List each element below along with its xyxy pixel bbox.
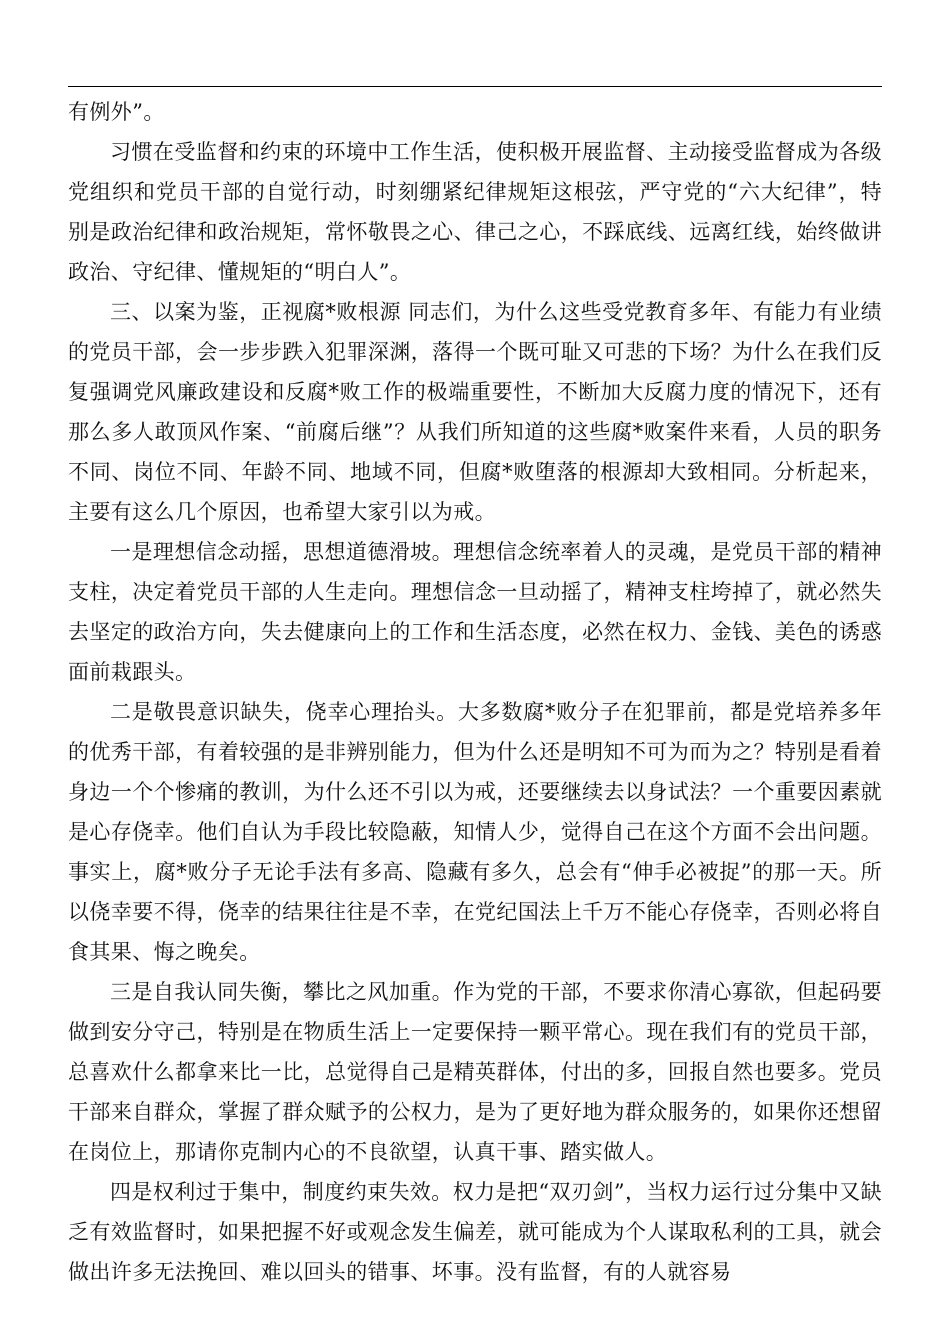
header-rule [68,86,882,87]
paragraph-discipline: 习惯在受监督和约束的环境中工作生活，使积极开展监督、主动接受监督成为各级党组织和党员干部的自觉行动，时刻绷紧纪律规矩这根弦，严守党的“六大纪律”，特别是政治纪律和政治规矩，常怀敬畏之心、律己之心，不踩底线、远离红线，始终做讲政治、守纪律、懂规矩的“明白人”。 [68,140,882,284]
paragraph-continuation: 有例外”。 [68,100,165,124]
paragraph-reason-two: 二是敬畏意识缺失，侥幸心理抬头。大多数腐*败分子在犯罪前，都是党培养多年的优秀干部，有着较强的是非辨别能力，但为什么还是明知不可为而为之？特别是看着身边一个个惨痛的教训，为什么还不引以为戒，还要继续去以身试法？一个重要因素就是心存侥幸。他们自认为手段比较隐蔽，知情人少，觉得自己在这个方面不会出问题。事实上，腐*败分子无论手法有多高、隐藏有多久，总会有“伸手必被捉”的那一天。所以侥幸要不得，侥幸的结果往往是不幸，在党纪国法上千万不能心存侥幸，否则必将自食其果、悔之晚矣。 [68,700,882,964]
paragraph-reason-one: 一是理想信念动摇，思想道德滑坡。理想信念统率着人的灵魂，是党员干部的精神支柱，决定着党员干部的人生走向。理想信念一旦动摇了，精神支柱垮掉了，就必然失去坚定的政治方向，失去健康向上的工作和生活态度，必然在权力、金钱、美色的诱惑面前栽跟头。 [68,540,882,684]
document-body [68,92,882,1292]
paragraph-reason-three: 三是自我认同失衡，攀比之风加重。作为党的干部，不要求你清心寡欲，但起码要做到安分守己，特别是在物质生活上一定要保持一颗平常心。现在我们有的党员干部，总喜欢什么都拿来比一比，总觉得自己是精英群体，付出的多，回报自然也要多。党员干部来自群众，掌握了群众赋予的公权力，是为了更好地为群众服务的，如果你还想留在岗位上，那请你克制内心的不良欲望，认真干事、踏实做人。 [68,980,882,1164]
paragraph-section-three: 三、以案为鉴，正视腐*败根源 同志们，为什么这些受党教育多年、有能力有业绩的党员干部，会一步步跌入犯罪深渊，落得一个既可耻又可悲的下场？为什么在我们反复强调党风廉政建设和反腐*败工作的极端重要性，不断加大反腐力度的情况下，还有那么多人敢顶风作案、“前腐后继”？从我们所知道的这些腐*败案件来看，人员的职务不同、岗位不同、年龄不同、地域不同，但腐*败堕落的根源却大致相同。分析起来，主要有这么几个原因，也希望大家引以为戒。 [68,300,882,524]
paragraph-reason-four: 四是权利过于集中，制度约束失效。权力是把“双刃剑”，当权力运行过分集中又缺乏有效监督时，如果把握不好或观念发生偏差，就可能成为个人谋取私利的工具，就会做出许多无法挽回、难以回头的错事、坏事。没有监督，有的人就容易 [68,1180,882,1284]
